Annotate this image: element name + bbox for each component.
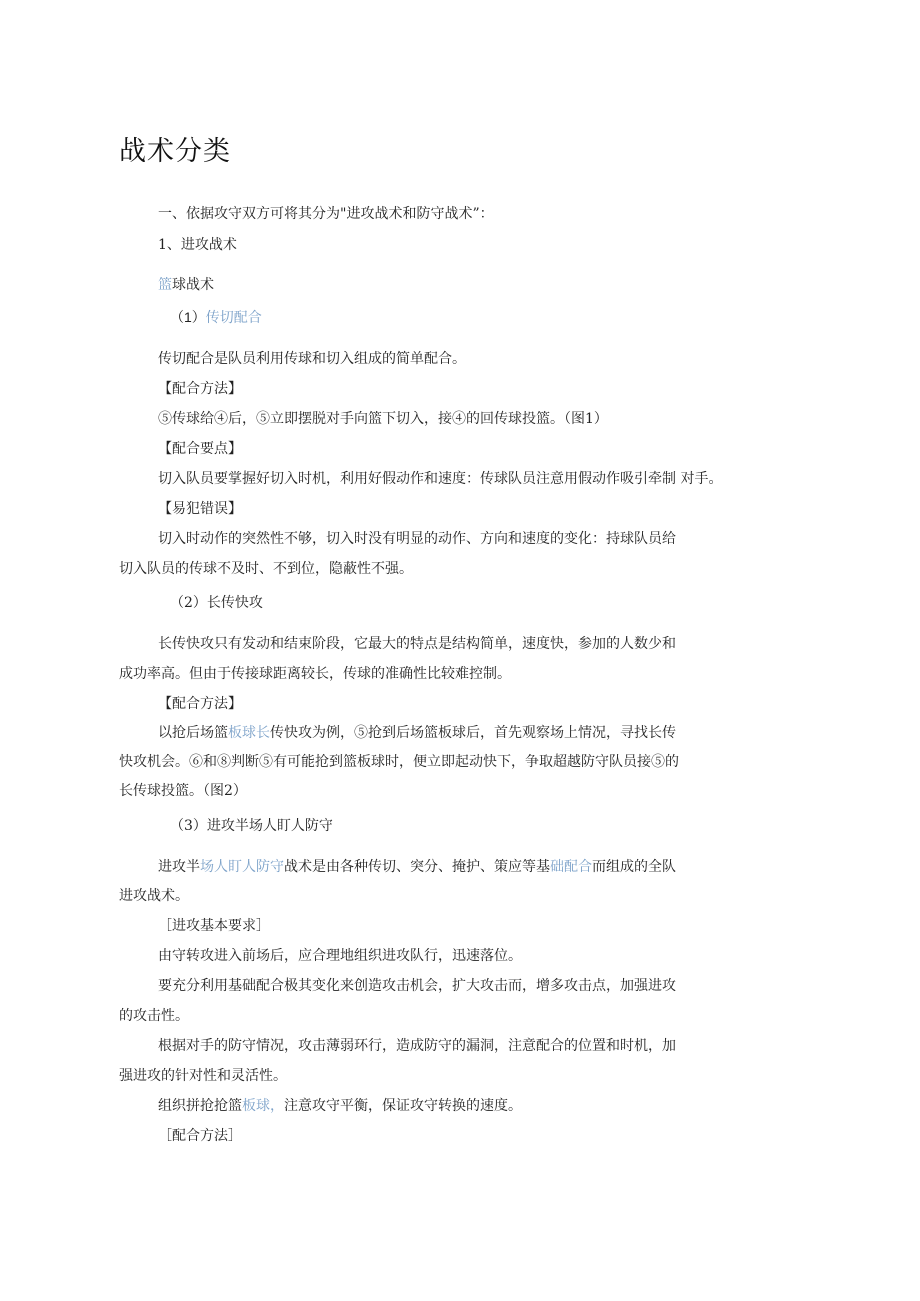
link-man-to-man[interactable]: 场人盯人防守	[200, 859, 284, 875]
section-label-common-errors: 【易犯错误】	[158, 501, 242, 517]
heading-basketball-tactics: 篮球战术	[158, 277, 214, 293]
heading-long-pass-fast-break: （2）长传快攻	[170, 595, 263, 611]
paragraph-requirement-1: 由守转攻进入前场后，应合理地组织进攻队行，迅速落位。	[158, 948, 522, 964]
paragraph-requirement-3-line-2: 强进攻的针对性和灵活性。	[119, 1068, 287, 1084]
paragraph-pass-cut-definition: 传切配合是队员利用传球和切入组成的简单配合。	[158, 351, 466, 367]
paragraph-fast-break-line-1: 长传快攻只有发动和结束阶段，它最大的特点是结构简单，速度快，参加的人数少和	[158, 636, 676, 652]
page-title: 战术分类	[119, 136, 231, 167]
link-basic-coordination[interactable]: 础配合	[550, 859, 592, 875]
paragraph-fast-break-method-line-1: 以抢后场篮板球长传快攻为例，⑤抢到后场篮板球后，首先观察场上情况，寻找长传	[158, 725, 676, 741]
section-label-basic-requirements: ［进攻基本要求］	[158, 918, 270, 934]
paragraph-requirement-4: 组织拼抢抢篮板球，注意攻守平衡，保证攻守转换的速度。	[158, 1098, 522, 1114]
heading-half-court-offense: （3）进攻半场人盯人防守	[170, 818, 333, 834]
section-label-method-3: ［配合方法］	[158, 1128, 242, 1144]
paragraph-requirement-2-line-1: 要充分利用基础配合极其变化来创造攻击机会，扩大攻击而，增多攻击点，加强进攻	[158, 978, 676, 994]
paragraph-requirement-2-line-2: 的攻击性。	[119, 1008, 189, 1024]
link-rebound[interactable]: 板球长	[228, 725, 270, 741]
link-basketball[interactable]: 篮	[158, 277, 172, 293]
paragraph-fast-break-line-2: 成功率高。但由于传接球距离较长，传球的准确性比较难控制。	[119, 666, 511, 682]
paragraph-half-court-line-1: 进攻半场人盯人防守战术是由各种传切、突分、掩护、策应等基础配合而组成的全队	[158, 859, 676, 875]
paragraph-half-court-line-2: 进攻战术。	[119, 888, 189, 904]
section-label-method: 【配合方法】	[158, 381, 242, 397]
section-label-key-points: 【配合要点】	[158, 441, 242, 457]
paragraph-fast-break-method-line-3: 长传球投篮。（图2）	[119, 783, 247, 799]
paragraph-pass-cut-method: ⑤传球给④后，⑤立即摆脱对手向篮下切入，接④的回传球投篮。（图1）	[158, 411, 608, 427]
heading-pass-cut: （1）传切配合	[170, 309, 262, 326]
paragraph-fast-break-method-line-2: 快攻机会。⑥和⑧判断⑤有可能抢到篮板球时，便立即起动快下，争取超越防守队员接⑤的	[119, 754, 679, 770]
paragraph-pass-cut-key-points: 切入队员要掌握好切入时机，利用好假动作和速度：传球队员注意用假动作吸引牵制 对手。	[158, 471, 723, 487]
section-label-method-2: 【配合方法】	[158, 696, 242, 712]
paragraph-errors-line-1: 切入时动作的突然性不够，切入时没有明显的动作、方向和速度的变化：持球队员给	[158, 531, 676, 547]
paragraph-requirement-3-line-1: 根据对手的防守情况，攻击薄弱环行，造成防守的漏洞，注意配合的位置和时机，加	[158, 1038, 676, 1054]
paragraph-classification: 一、依据攻守双方可将其分为"进攻战术和防守战术”：	[158, 206, 494, 222]
heading-offense-tactics: 1、进攻战术	[158, 237, 237, 253]
link-pass-cut[interactable]: 传切配合	[205, 310, 262, 326]
paragraph-errors-line-2: 切入队员的传球不及时、不到位，隐蔽性不强。	[119, 561, 413, 577]
link-rebound-2[interactable]: 板球，	[242, 1098, 284, 1114]
